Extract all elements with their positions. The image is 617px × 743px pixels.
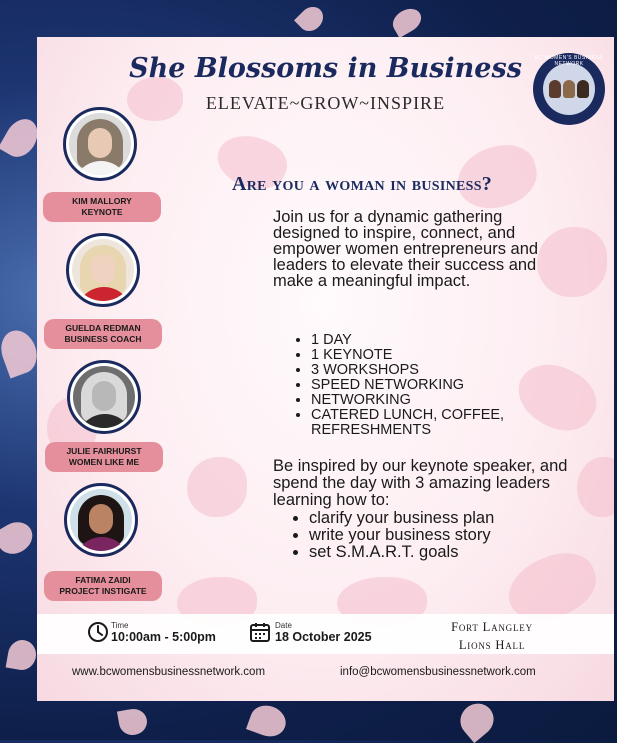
speaker-4-badge (44, 571, 162, 601)
goals-list (293, 510, 494, 561)
list-item: • set S.M.A.R.T. goals (309, 544, 494, 561)
event-flyer (37, 37, 614, 701)
headline-question: Are you a woman in business? (232, 173, 493, 195)
speaker-1-photo (63, 107, 137, 181)
list-item: • 1 DAY (311, 333, 614, 348)
speaker-2-badge (44, 319, 162, 349)
list-item: • SPEED NETWORKING (311, 378, 614, 393)
event-tagline: ELEVATE~GROW~INSPIRE (205, 93, 446, 113)
speaker-3-name: JULIE FAIRHURST (66, 446, 142, 456)
speaker-4-photo (64, 483, 138, 557)
list-item: • write your business story (309, 527, 494, 544)
event-details-bar (37, 614, 614, 654)
speaker-3-role: WOMEN LIKE ME (68, 457, 140, 467)
speaker-1-badge (43, 192, 161, 222)
list-item: • CATERED LUNCH, COFFEE, REFRESHMENTS (311, 408, 614, 438)
list-item: • 1 KEYNOTE (311, 348, 614, 363)
time-label: Time (111, 621, 129, 630)
logo-text: BC WOMEN'S BUSINESS NETWORK (534, 55, 604, 67)
speaker-1-name: KIM MALLORY (72, 196, 132, 206)
speaker-3-badge (45, 442, 163, 472)
clock-icon (87, 621, 109, 643)
intro-paragraph: Join us for a dynamic gathering designed to inspire, connect, and empower women entrepreneurs and leaders to elevate their success and make a meaningful impact. (273, 208, 539, 290)
venue (437, 618, 547, 654)
website-link[interactable]: www.bcwomensbusinessnetwork.com (72, 666, 266, 678)
speaker-3-photo (67, 360, 141, 434)
venue-line-2: Lions Hall (458, 638, 526, 652)
email-link[interactable]: info@bcwomensbusinessnetwork.com (340, 666, 536, 678)
list-item: • NETWORKING (311, 393, 614, 408)
date-label: Date (275, 621, 292, 630)
organization-logo (533, 53, 605, 125)
speaker-4-role: PROJECT INSTIGATE (59, 586, 147, 596)
feature-list (295, 333, 614, 438)
calendar-icon (249, 621, 271, 643)
speaker-2-role: BUSINESS COACH (64, 334, 142, 344)
speaker-2-photo (66, 233, 140, 307)
speaker-2-name: GUELDA REDMAN (65, 323, 141, 333)
list-item: • 3 WORKSHOPS (311, 363, 614, 378)
list-item: • clarify your business plan (309, 510, 494, 527)
speaker-4-name: FATIMA ZAIDI (75, 575, 131, 585)
inspire-paragraph: Be inspired by our keynote speaker, and spend the day with 3 amazing leaders learning how to: (273, 457, 568, 509)
time-value: 10:00am - 5:00pm (111, 630, 216, 644)
speaker-1-role: KEYNOTE (81, 207, 123, 217)
event-title: She Blossoms in Business (129, 53, 522, 84)
date-value: 18 October 2025 (275, 630, 372, 644)
venue-line-1: Fort Langley (451, 620, 533, 634)
